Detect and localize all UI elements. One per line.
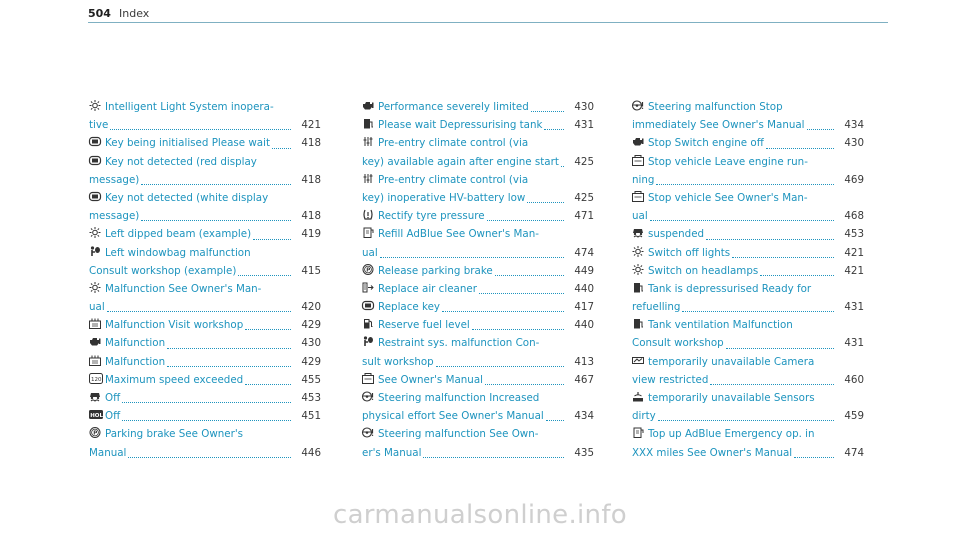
adblue-icon [632, 427, 644, 438]
page-reference[interactable]: 474 [844, 446, 864, 459]
index-entry-line[interactable] [89, 153, 321, 171]
dot-leader [766, 148, 834, 149]
index-entry-line[interactable] [362, 207, 594, 225]
climate-icon [362, 136, 374, 147]
index-entry-text[interactable]: sult workshop [362, 355, 434, 368]
index-entry-line[interactable] [362, 171, 594, 189]
index-entry-line[interactable] [362, 244, 594, 262]
car-icon [632, 155, 644, 166]
index-entry-text[interactable]: Replace air cleaner [378, 282, 477, 295]
index-entry-text[interactable]: Switch off lights [648, 246, 731, 259]
page-reference[interactable]: 469 [844, 173, 864, 186]
index-entry-line[interactable] [632, 225, 864, 243]
fuel-pump-icon [362, 318, 374, 329]
index-entry-line[interactable] [89, 98, 321, 116]
page-reference[interactable]: 453 [844, 228, 864, 241]
dot-leader [472, 329, 564, 330]
dot-leader [272, 148, 291, 149]
index-entry-line[interactable] [632, 280, 864, 298]
parking-brake-icon [89, 427, 101, 438]
index-entry-text[interactable]: Stop vehicle Leave engine run- [648, 155, 808, 168]
dot-leader [726, 348, 834, 349]
car-icon [632, 191, 644, 202]
dot-leader [682, 311, 834, 312]
index-entry-text[interactable]: XXX miles See Owner's Manual [632, 446, 793, 459]
parking-brake-icon [362, 264, 374, 275]
index-entry-text[interactable]: Left windowbag malfunction [105, 246, 251, 259]
index-entry-line[interactable] [89, 134, 321, 152]
light-icon [632, 264, 644, 275]
page-reference[interactable]: 446 [301, 446, 321, 459]
index-entry-line[interactable] [362, 116, 594, 134]
svg-text:HOLD: HOLD [90, 413, 108, 420]
index-entry-line[interactable] [632, 425, 864, 443]
index-entry-line[interactable] [362, 280, 594, 298]
page-reference[interactable]: 430 [301, 337, 321, 350]
dot-leader [561, 166, 564, 167]
skid-icon [632, 227, 644, 238]
camera-icon [632, 355, 644, 366]
dot-leader [141, 184, 291, 185]
light-icon [89, 100, 101, 111]
index-entry-line[interactable] [632, 371, 864, 389]
index-entry-line[interactable] [632, 171, 864, 189]
index-entry-line[interactable] [632, 444, 864, 462]
index-entry-line[interactable] [89, 262, 321, 280]
index-entry-text[interactable]: Consult workshop [632, 337, 724, 350]
page-number: 504 [88, 7, 111, 20]
page-reference[interactable]: 417 [574, 301, 594, 314]
page-reference[interactable]: 431 [574, 119, 594, 132]
index-entry-text[interactable]: Switch on headlamps [648, 264, 759, 277]
index-entry-line[interactable] [362, 407, 594, 425]
index-entry-text[interactable]: key) inoperative HV-battery low [362, 191, 526, 204]
dot-leader [487, 220, 564, 221]
index-entry-text[interactable]: Steering malfunction Stop [648, 101, 783, 113]
dot-leader [167, 366, 291, 367]
page-reference[interactable]: 429 [301, 319, 321, 332]
index-entry-text[interactable]: suspended [648, 228, 705, 241]
page-reference[interactable]: 430 [574, 101, 594, 113]
page-reference[interactable]: 418 [301, 137, 321, 150]
page-reference[interactable]: 434 [844, 119, 864, 132]
index-entry-line[interactable] [89, 389, 321, 407]
page-reference[interactable]: 415 [301, 264, 321, 277]
dot-leader [794, 457, 834, 458]
page-reference[interactable]: 440 [574, 282, 594, 295]
page-reference[interactable]: 451 [301, 410, 321, 423]
page-reference[interactable]: 413 [574, 355, 594, 368]
dot-leader [544, 129, 564, 130]
climate-icon [362, 173, 374, 184]
index-entry-text[interactable]: Restraint sys. malfunction Con- [378, 337, 540, 350]
index-entry-line[interactable] [362, 298, 594, 316]
key-icon [362, 300, 374, 311]
index-entry-text[interactable]: temporarily unavailable Sensors [648, 392, 815, 404]
index-entry-text[interactable]: Refill AdBlue See Owner's Man- [378, 228, 539, 241]
index-entry-text[interactable]: immediately See Owner's Manual [632, 119, 805, 132]
transmission-icon [89, 318, 101, 329]
page-reference[interactable]: 455 [301, 373, 321, 386]
index-entry-text[interactable]: Malfunction See Owner's Man- [105, 282, 262, 295]
dot-leader [546, 420, 564, 421]
page-reference[interactable]: 421 [844, 264, 864, 277]
index-entry-text[interactable]: ual [362, 246, 378, 259]
index-entry-text[interactable]: temporarily unavailable Camera [648, 355, 815, 368]
airbag-icon [362, 336, 374, 347]
dot-leader [107, 311, 291, 312]
index-entry-line[interactable] [632, 262, 864, 280]
air-cleaner-icon [362, 282, 374, 293]
dot-leader [122, 402, 291, 403]
dot-leader [423, 457, 564, 458]
fuel-tank-icon [632, 282, 644, 293]
page-reference[interactable]: 418 [301, 173, 321, 186]
index-entry-text[interactable]: key) available again after engine start [362, 155, 559, 168]
index-entry-text[interactable]: dirty [632, 410, 656, 423]
index-entry-line[interactable] [362, 389, 594, 407]
page-reference[interactable]: 468 [844, 210, 864, 223]
svg-text:P: P [93, 430, 98, 437]
skid-icon [89, 391, 101, 402]
index-entry-text[interactable]: Parking brake See Owner's [105, 428, 244, 441]
index-entry-line[interactable] [89, 225, 321, 243]
index-entry-text[interactable]: Malfunction Visit workshop [105, 319, 244, 332]
index-entry-text[interactable]: physical effort See Owner's Manual [362, 410, 544, 423]
page-reference[interactable]: 419 [301, 228, 321, 241]
index-entry-text[interactable]: tive [89, 119, 109, 132]
index-entry-line[interactable] [89, 316, 321, 334]
index-entry-line[interactable] [362, 425, 594, 443]
dot-leader [128, 457, 291, 458]
tyre-pressure-icon [362, 209, 374, 220]
dot-leader [110, 129, 291, 130]
index-entry-line[interactable] [632, 407, 864, 425]
index-entry-text[interactable]: Please wait Depressurising tank [378, 119, 543, 132]
index-entry-text[interactable]: Key not detected (red display [105, 155, 257, 168]
engine-icon [362, 100, 374, 111]
dot-leader [527, 202, 564, 203]
dot-leader [650, 220, 834, 221]
index-entry-line[interactable] [632, 389, 864, 407]
index-entry-line[interactable] [89, 298, 321, 316]
dot-leader [122, 420, 291, 421]
dot-leader [656, 184, 834, 185]
index-entry-line[interactable] [632, 316, 864, 334]
index-entry-text[interactable]: Key being initialised Please wait [105, 137, 271, 150]
index-entry-text[interactable]: er's Manual [362, 446, 422, 459]
index-entry-text[interactable]: Steering malfunction See Own- [378, 428, 539, 441]
fuel-tank-icon [632, 318, 644, 329]
index-entry-line[interactable] [89, 171, 321, 189]
speed-limit-icon [89, 373, 101, 384]
index-entry-text[interactable]: Pre-entry climate control (via [378, 137, 529, 150]
index-entry-text[interactable]: message) [89, 210, 140, 223]
dot-leader [732, 257, 834, 258]
dot-leader [436, 366, 564, 367]
index-entry-text[interactable]: message) [89, 173, 140, 186]
adblue-icon [362, 227, 374, 238]
dot-leader [495, 275, 564, 276]
index-entry-line[interactable] [362, 334, 594, 352]
index-entry-text[interactable]: Intelligent Light System inopera- [105, 101, 274, 113]
hold-icon [89, 409, 108, 420]
dot-leader [245, 329, 291, 330]
page-reference[interactable]: 440 [574, 319, 594, 332]
page-reference[interactable]: 421 [301, 119, 321, 132]
index-entry-line[interactable] [89, 425, 321, 443]
dot-leader [141, 220, 291, 221]
key-icon [89, 136, 101, 147]
page-reference[interactable]: 435 [574, 446, 594, 459]
page-reference[interactable]: 467 [574, 373, 594, 386]
index-entry-text[interactable]: Manual [89, 446, 127, 459]
index-entry-line[interactable] [632, 98, 864, 116]
page-reference[interactable]: 449 [574, 264, 594, 277]
index-entry-line[interactable] [89, 244, 321, 262]
dot-leader [245, 384, 291, 385]
page-reference[interactable]: 431 [844, 301, 864, 314]
index-entry-text[interactable]: Consult workshop (example) [89, 264, 237, 277]
index-entry-text[interactable]: Malfunction [105, 337, 166, 350]
key-icon [89, 155, 101, 166]
page-reference[interactable]: 430 [844, 137, 864, 150]
index-entry-text[interactable]: Maximum speed exceeded [105, 373, 244, 386]
light-icon [89, 282, 101, 293]
index-entry-line[interactable] [89, 353, 321, 371]
car-icon [362, 373, 374, 384]
fuel-tank-icon [362, 118, 374, 129]
index-entry-line[interactable] [362, 98, 594, 116]
index-entry-line[interactable] [632, 298, 864, 316]
page-reference[interactable]: 471 [574, 210, 594, 223]
index-entry-text[interactable]: Stop Switch engine off [648, 137, 764, 150]
index-entry-line[interactable] [362, 262, 594, 280]
dot-leader [658, 420, 834, 421]
page-reference[interactable]: 418 [301, 210, 321, 223]
index-entry-line[interactable] [362, 134, 594, 152]
dot-leader [442, 311, 564, 312]
index-entry-text[interactable]: Rectify tyre pressure [378, 210, 485, 223]
airbag-icon [89, 246, 101, 257]
page-reference[interactable]: 421 [844, 246, 864, 259]
page-header [88, 0, 888, 23]
index-entry-line[interactable] [89, 280, 321, 298]
light-icon [632, 246, 644, 257]
index-entry-text[interactable]: ual [632, 210, 648, 223]
page-reference[interactable]: 420 [301, 301, 321, 314]
dot-leader [485, 384, 564, 385]
index-entry-line[interactable] [362, 153, 594, 171]
index-entry-line[interactable] [362, 371, 594, 389]
index-entry-text[interactable]: refuelling [632, 301, 681, 314]
index-entry-text[interactable]: Left dipped beam (example) [105, 228, 252, 241]
dot-leader [479, 293, 564, 294]
index-entry-line[interactable] [632, 153, 864, 171]
svg-text:120: 120 [91, 376, 102, 383]
sensor-icon [632, 391, 644, 402]
svg-text:P: P [366, 267, 371, 274]
light-icon [89, 227, 101, 238]
page-reference[interactable]: 453 [301, 392, 321, 404]
page-reference[interactable]: 431 [844, 337, 864, 350]
index-column-3 [632, 98, 864, 462]
index-entry-line[interactable] [632, 244, 864, 262]
page-reference[interactable]: 425 [574, 191, 594, 204]
watermark: carmanualsonline.info [332, 500, 627, 530]
index-column-1 [89, 98, 321, 462]
index-entry-line[interactable] [632, 207, 864, 225]
section-title: Index [119, 7, 150, 20]
dot-leader [380, 257, 564, 258]
page-reference[interactable]: 429 [301, 355, 321, 368]
index-entry-line[interactable] [89, 207, 321, 225]
index-entry-text[interactable]: view restricted [632, 373, 709, 386]
page-reference[interactable]: 434 [574, 410, 594, 423]
dot-leader [710, 384, 834, 385]
index-entry-text[interactable]: ning [632, 173, 655, 186]
steering-icon [362, 391, 374, 402]
index-entry-text[interactable]: Reserve fuel level [378, 319, 470, 332]
steering-icon [632, 100, 644, 111]
index-entry-line[interactable] [89, 334, 321, 352]
index-entry-line[interactable] [632, 116, 864, 134]
index-entry-text[interactable]: Malfunction [105, 355, 166, 368]
index-entry-line[interactable] [89, 116, 321, 134]
dot-leader [760, 275, 834, 276]
transmission-icon [89, 355, 101, 366]
page-reference[interactable]: 459 [844, 410, 864, 423]
key-icon [89, 191, 101, 202]
index-entry-line[interactable] [362, 316, 594, 334]
engine-icon [89, 336, 101, 347]
index-entry-text[interactable]: Off [105, 392, 121, 404]
index-entry-line[interactable] [362, 189, 594, 207]
dot-leader [706, 239, 834, 240]
index-column-2 [362, 98, 594, 462]
index-entry-text[interactable]: Steering malfunction Increased [378, 392, 540, 404]
index-entry-text[interactable]: Pre-entry climate control (via [378, 173, 529, 186]
page-reference[interactable]: 425 [574, 155, 594, 168]
dot-leader [807, 129, 834, 130]
index-entry-text[interactable]: ual [89, 301, 105, 314]
index-entry-line[interactable] [632, 334, 864, 352]
dot-leader [531, 111, 564, 112]
index-entry-text[interactable]: Top up AdBlue Emergency op. in [648, 428, 815, 441]
index-entry-text[interactable]: Tank ventilation Malfunction [648, 319, 793, 332]
index-entry-line[interactable] [632, 189, 864, 207]
index-entry-line[interactable] [632, 353, 864, 371]
index-entry-text[interactable]: See Owner's Manual [378, 373, 483, 386]
steering-icon [362, 427, 374, 438]
index-entry-line[interactable] [89, 371, 321, 389]
dot-leader [253, 239, 291, 240]
index-entry-text[interactable]: Replace key [378, 301, 441, 314]
index-entry-line[interactable] [632, 134, 864, 152]
index-entry-line[interactable] [362, 353, 594, 371]
engine-icon [632, 136, 644, 147]
index-entry-text[interactable]: Release parking brake [378, 264, 493, 277]
page-reference[interactable]: 460 [844, 373, 864, 386]
index-entry-line[interactable] [362, 225, 594, 243]
index-entry-line[interactable] [89, 189, 321, 207]
index-entry-line[interactable] [89, 444, 321, 462]
index-entry-line[interactable] [362, 444, 594, 462]
index-entry-text[interactable]: Stop vehicle See Owner's Man- [648, 191, 808, 204]
dot-leader [167, 348, 291, 349]
index-entry-line[interactable] [89, 407, 321, 425]
index-entry-text[interactable]: Off [105, 410, 121, 423]
index-entry-text[interactable]: Performance severely limited [378, 101, 529, 113]
index-entry-text[interactable]: Tank is depressurised Ready for [648, 282, 812, 295]
dot-leader [238, 275, 291, 276]
page-reference[interactable]: 474 [574, 246, 594, 259]
index-entry-text[interactable]: Key not detected (white display [105, 191, 269, 204]
